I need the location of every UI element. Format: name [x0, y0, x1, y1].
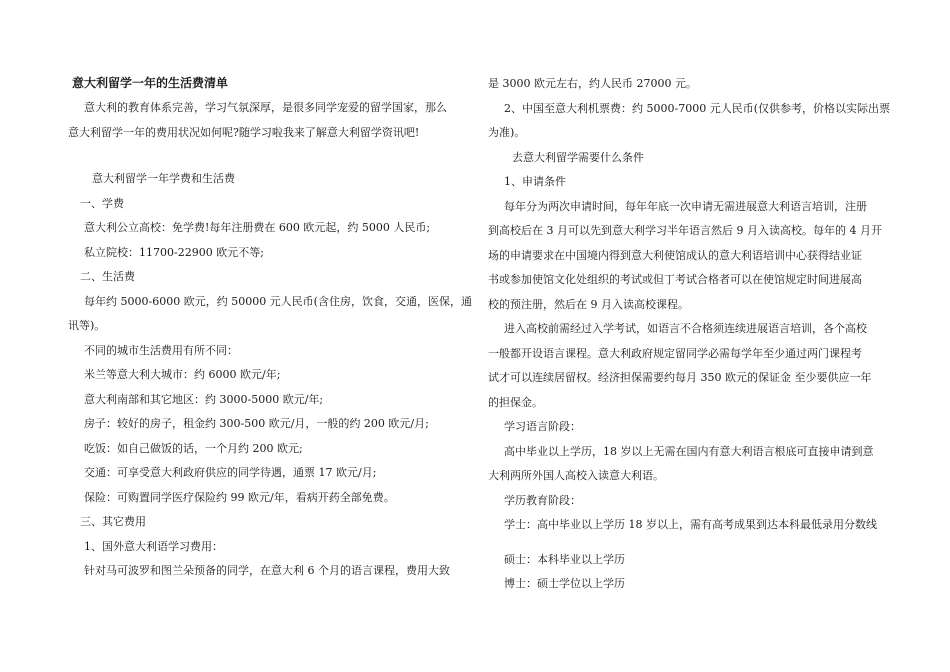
- living-line-2: 讯等)。: [68, 319, 106, 332]
- apply-line-4: 书或参加使馆文化处组织的考试或但丁考试合格者可以在使馆规定时间进展高: [488, 273, 862, 286]
- doctor-line: 博士：硕士学位以上学历: [504, 577, 625, 590]
- city-line-4: 房子：较好的房子，租金约 300-500 欧元/月，一般的约 200 欧元/月;: [84, 417, 429, 430]
- spacer: [68, 145, 461, 167]
- city-line-6: 交通：可享受意大利政府供应的同学待遇，通票 17 欧元/月;: [84, 466, 377, 479]
- apply-line-3: 场的申请要求在中国境内得到意大利使馆成认的意大利语培训中心获得结业证: [488, 248, 862, 262]
- master-line: 硕士：本科毕业以上学历: [504, 552, 625, 566]
- apply-heading: 1、申请条件: [504, 175, 566, 188]
- city-line-1: 不同的城市生活费用有所不同：: [84, 343, 238, 357]
- intro-line-1: 意大利的教育体系完善，学习气氛深厚，是很多同学宠爱的留学国家，那么: [84, 101, 447, 114]
- apply-line-5: 校的预注册，然后在 9 月入读高校课程。: [488, 297, 689, 311]
- other-line-2: 针对马可波罗和图兰朵预备的同学，在意大利 6 个月的语言课程，费用大致: [84, 564, 450, 577]
- exam-line-3: 试才可以连续居留权。经济担保需要约每月 350 欧元的保证金 至少要供应一年: [488, 371, 872, 384]
- city-line-2: 米兰等意大利大城市：约 6000 欧元/年;: [84, 368, 281, 381]
- exam-line-2: 一般都开设语言课程。意大利政府规定留同学必需每学年至少通过两门课程考: [488, 346, 862, 360]
- degree-stage-heading: 学历教育阶段：: [504, 493, 581, 507]
- continued-line: 是 3000 欧元左右，约人民币 27000 元。: [488, 77, 697, 90]
- apply-line-2: 到高校后在 3 月可以先到意大利学习半年语言然后 9 月入读高校。每年的 4 月开: [488, 224, 882, 237]
- other-heading: 三、其它费用: [80, 515, 146, 528]
- bachelor-line: 学士：高中毕业以上学历 18 岁以上，需有高考成果到达本科最低录用分数线: [504, 518, 877, 531]
- flight-line-2: 为准)。: [488, 126, 526, 139]
- exam-line-1: 进入高校前需经过入学考试，如语言不合格须连续进展语言培训，各个高校: [504, 322, 867, 335]
- language-stage-heading: 学习语言阶段：: [504, 420, 581, 433]
- spacer: [488, 538, 881, 548]
- language-line-2: 大利两所外国人高校入读意大利语。: [488, 469, 664, 482]
- left-column: [68, 70, 472, 584]
- living-line-1: 每年约 5000-6000 欧元，约 50000 元人民币(含住房，饮食，交通，医保，通: [84, 294, 472, 308]
- city-line-5: 吃饭：如自己做饭的话，一个月约 200 欧元;: [84, 441, 303, 455]
- flight-line-1: 2、中国至意大利机票费：约 5000-7000 元人民币(仅供参考，价格以实际出票: [504, 101, 890, 115]
- apply-line-1: 每年分为两次申请时间，每年年底一次申请无需进展意大利语言培训，注册: [504, 199, 867, 213]
- language-line-1: 高中毕业以上学历，18 岁以上无需在国内有意大利语言根底可直接申请到意: [504, 444, 874, 458]
- conditions-heading: 去意大利留学需要什么条件: [512, 150, 644, 164]
- tuition-line-2: 私立院校：11700-22900 欧元不等;: [84, 245, 264, 259]
- section-heading: 意大利留学一年学费和生活费: [92, 172, 235, 185]
- right-column: [488, 72, 890, 597]
- city-line-3: 意大利南部和其它地区：约 3000-5000 欧元/年;: [84, 392, 324, 406]
- living-heading: 二、生活费: [80, 270, 135, 283]
- exam-line-4: 的担保金。: [488, 395, 543, 409]
- other-line-1: 1、国外意大利语学习费用：: [84, 539, 223, 553]
- intro-line-2: 意大利留学一年的费用状况如何呢?随学习啦我来了解意大利留学资讯吧!: [68, 125, 420, 139]
- document-title: 意大利留学一年的生活费清单: [72, 76, 229, 90]
- tuition-line-1: 意大利公立高校：免学费!每年注册费在 600 欧元起，约 5000 人民币;: [84, 221, 431, 234]
- tuition-heading: 一、学费: [80, 196, 124, 210]
- city-line-7: 保险：可购置同学医疗保险约 99 欧元/年，看病开药全部免费。: [84, 490, 395, 504]
